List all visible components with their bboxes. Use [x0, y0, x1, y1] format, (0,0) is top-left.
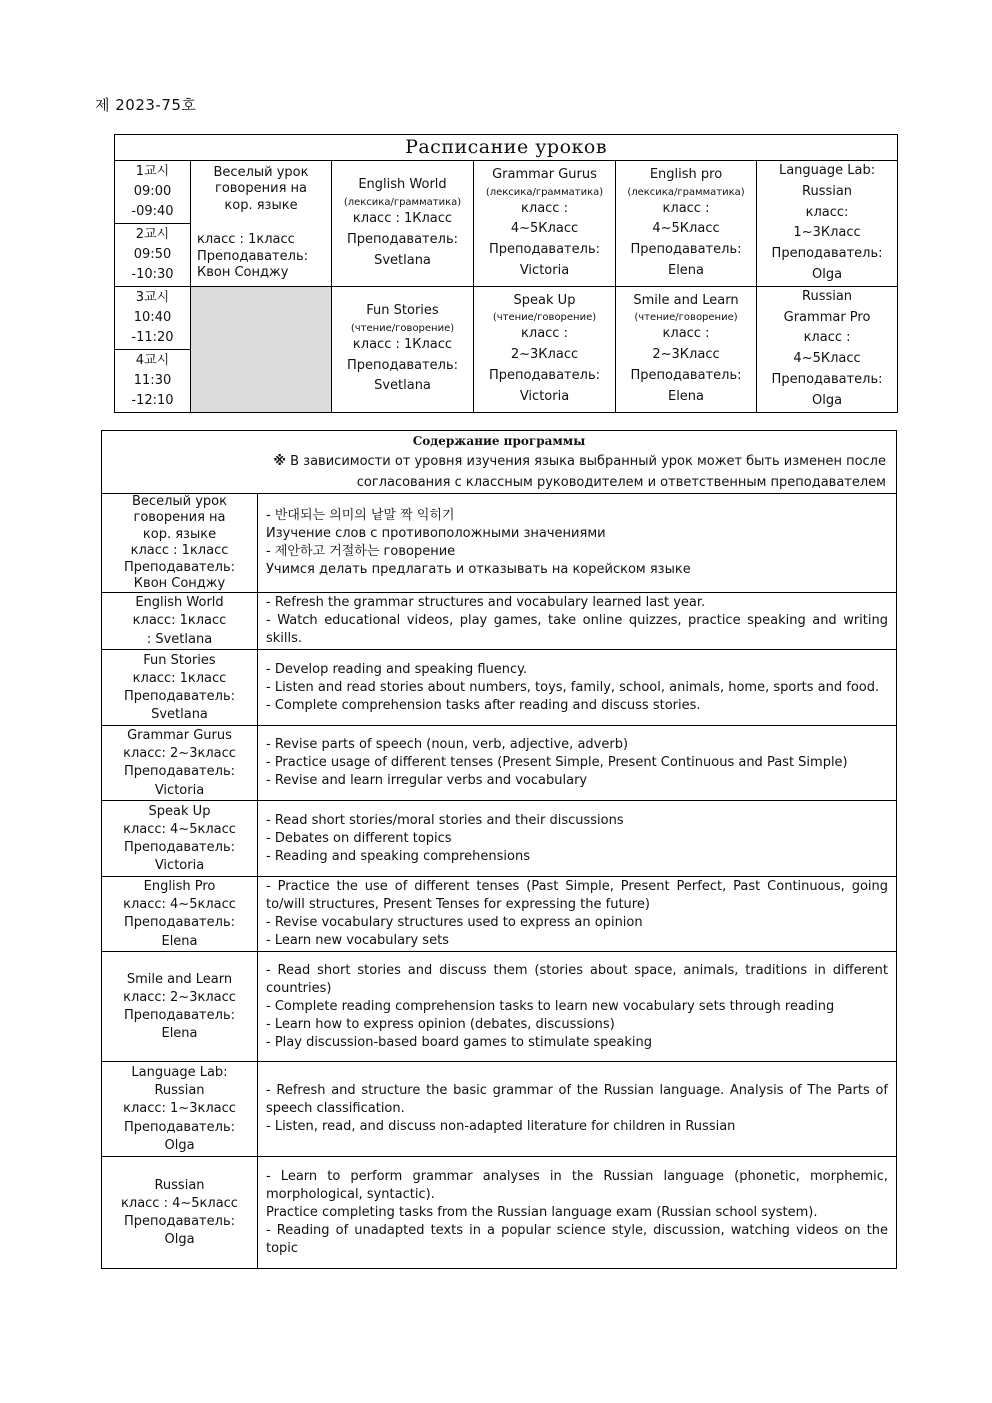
lesson-teacher: Victoria	[519, 263, 570, 279]
description-item: - Practice the use of different tenses (Past Simple, Present Perfect, Past Continuous, going to/will structures, Present Tenses for expressing the future)	[266, 879, 888, 913]
lesson-name: Language Lab:	[778, 163, 876, 178]
lesson-english-world	[332, 161, 474, 287]
program-row	[102, 801, 897, 877]
note-line-2: согласования с классным руководителем и ответственным преподавателем	[356, 475, 886, 490]
program-description	[258, 494, 897, 593]
lesson-info-line: класс: 4~5класс	[123, 897, 236, 913]
program-lesson-info	[102, 650, 258, 726]
lesson-teacher: Elena	[667, 388, 705, 404]
description-item: - Debates on different topics	[266, 830, 452, 846]
lesson-info-line: Russian	[154, 1083, 205, 1099]
description-item: - Read short stories/moral stories and their discussions	[266, 812, 624, 828]
lesson-grammar-gurus	[474, 161, 616, 287]
period-start: 09:00	[133, 183, 172, 199]
program-row	[102, 1157, 897, 1269]
description-item: - Refresh and structure the basic grammar of the Russian language. Analysis of The Parts of speech classification.	[266, 1083, 888, 1117]
program-rows	[102, 494, 897, 1269]
program-title: Содержание программы	[412, 434, 586, 448]
lesson-teacher-label: Преподаватель:	[771, 371, 883, 387]
lesson-name: Grammar Gurus	[492, 166, 597, 182]
period-label: 4교시	[135, 352, 170, 368]
lesson-class: 2~3Класс	[652, 347, 720, 363]
description-item: - 제안하고 거절하는 говорение	[266, 544, 456, 560]
program-description	[258, 1062, 897, 1157]
lesson-korean-speaking	[191, 161, 332, 287]
lesson-info-line: Speak Up	[148, 803, 211, 819]
lesson-info-line: Grammar Gurus	[127, 728, 232, 744]
program-lesson-info	[102, 952, 258, 1062]
document-number: 제 2023-75호	[95, 96, 197, 114]
lesson-smile-and-learn	[616, 286, 757, 412]
program-row	[102, 650, 897, 726]
period-label: 3교시	[135, 289, 170, 305]
lesson-info-line: класс: 2~3класс	[123, 989, 236, 1005]
lesson-class: класс : 1Класс	[352, 211, 453, 227]
lesson-info-line: Преподаватель:	[124, 839, 235, 855]
period-3	[115, 286, 191, 349]
lesson-info-line: Fun Stories	[143, 652, 216, 668]
lesson-info-line: Преподаватель:	[124, 915, 235, 931]
program-table	[101, 430, 897, 1269]
lesson-teacher: Victoria	[519, 388, 570, 404]
lesson-info-line: Преподаватель:	[124, 1007, 235, 1023]
program-lesson-info	[102, 801, 258, 877]
lesson-info-line: Преподаватель:	[124, 1213, 235, 1229]
lesson-info-line: кор. языке	[142, 526, 217, 542]
lesson-name: English pro	[649, 166, 723, 182]
program-lesson-info	[102, 1157, 258, 1269]
period-end: -10:30	[131, 266, 174, 282]
program-row	[102, 726, 897, 801]
note-line-1: В зависимости от уровня изучения языка выбранный урок может быть изменен после	[290, 454, 886, 469]
lesson-class-label: класс :	[521, 326, 568, 342]
lesson-subtype: (чтение/говорение)	[492, 312, 597, 324]
period-start: 09:50	[133, 246, 172, 262]
lesson-info-line: Victoria	[154, 858, 205, 874]
program-row	[102, 877, 897, 952]
lesson-class-label: класс :	[521, 200, 568, 216]
period-label: 2교시	[135, 226, 170, 242]
lesson-info-line: класс: 1класс	[132, 670, 227, 686]
description-item: - Complete reading comprehension tasks to learn new vocabulary sets through reading	[266, 998, 835, 1014]
lesson-teacher: Olga	[812, 266, 843, 282]
program-lesson-info	[102, 877, 258, 952]
empty-slot	[191, 286, 332, 412]
lesson-class: 1~3Класс	[793, 225, 861, 241]
lesson-class: 2~3Класс	[510, 347, 579, 363]
lesson-info-line: Преподаватель:	[124, 1119, 235, 1135]
program-description	[258, 650, 897, 726]
lesson-info-line: English Pro	[143, 879, 216, 895]
description-item: - Learn new vocabulary sets	[266, 933, 449, 949]
lesson-subtype: (чтение/говорение)	[634, 312, 738, 324]
schedule-table	[114, 134, 898, 413]
lesson-name: Веселый урок говорения на кор. языке	[213, 164, 309, 213]
lesson-speak-up	[474, 286, 616, 412]
lesson-info-line: Elena	[161, 933, 198, 949]
lesson-info-line: Olga	[164, 1137, 195, 1153]
description-item: - Revise parts of speech (noun, verb, adjective, adverb)	[266, 737, 629, 753]
lesson-name: Speak Up	[513, 292, 576, 308]
description-item: - Reading and speaking comprehensions	[266, 848, 530, 864]
lesson-name: Fun Stories	[366, 303, 439, 319]
lesson-teacher: Квон Сонджу	[197, 265, 289, 281]
lesson-info-line: класс: 2~3класс	[123, 746, 236, 762]
description-item: - Listen, read, and discuss non-adapted literature for children in Russian	[266, 1119, 736, 1135]
lesson-teacher-label: Преподаватель:	[771, 246, 883, 262]
program-row	[102, 494, 897, 593]
period-start: 10:40	[133, 309, 172, 325]
period-end: -09:40	[131, 203, 174, 219]
program-description	[258, 952, 897, 1062]
lesson-fun-stories	[332, 286, 474, 412]
description-item: - Practice usage of different tenses (Present Simple, Present Continuous and Past Simple)	[266, 755, 848, 771]
description-item: - Develop reading and speaking fluency.	[266, 661, 528, 677]
description-item: - Watch educational videos, play games, take online quizzes, practice speaking and writing skills.	[266, 613, 888, 647]
lesson-teacher-label: Преподаватель:	[347, 231, 458, 247]
program-description	[258, 801, 897, 877]
description-item: - Complete comprehension tasks after reading and discuss stories.	[266, 697, 701, 713]
lesson-english-pro	[616, 161, 757, 287]
lesson-info-line: Преподаватель:	[124, 764, 235, 780]
program-row	[102, 952, 897, 1062]
program-description	[258, 877, 897, 952]
program-header	[102, 431, 897, 494]
lesson-teacher: Elena	[667, 263, 705, 279]
lesson-teacher: Svetlana	[374, 378, 431, 394]
lesson-teacher-label: Преподаватель:	[347, 357, 458, 373]
lesson-info-line: Svetlana	[151, 707, 208, 723]
lesson-subtype: (лексика/грамматика)	[627, 186, 745, 198]
description-item: Учимся делать предлагать и отказывать на корейском языке	[266, 562, 691, 578]
lesson-class-label: класс :	[803, 330, 851, 346]
lesson-info-line: English World	[135, 595, 224, 611]
lesson-info-line: Преподаватель:	[124, 559, 235, 575]
description-item: - Listen and read stories about numbers, toys, family, school, animals, home, sports and food.	[266, 679, 880, 695]
program-lesson-info	[102, 494, 258, 593]
description-item: - Read short stories and discuss them (stories about space, animals, traditions in different countries)	[266, 962, 888, 996]
program-row	[102, 1062, 897, 1157]
lesson-russian-grammar-pro	[757, 286, 898, 412]
lesson-info-line: класс: 1класс	[132, 613, 227, 629]
lesson-info-line: Language Lab:	[131, 1064, 228, 1080]
lesson-class-label: класс :	[662, 326, 710, 342]
reference-mark-icon: ※	[273, 454, 286, 469]
program-lesson-info	[102, 726, 258, 801]
description-item: - Learn how to express opinion (debates, discussions)	[266, 1016, 615, 1032]
lesson-subtype: (чтение/говорение)	[350, 322, 455, 334]
description-item: - Revise vocabulary structures used to express an opinion	[266, 915, 643, 931]
lesson-class: 4~5Класс	[510, 221, 579, 237]
description-item: - Revise and learn irregular verbs and vocabulary	[266, 773, 588, 789]
program-description	[258, 593, 897, 650]
lesson-info-line: Olga	[164, 1232, 195, 1248]
description-item: - Play discussion-based board games to stimulate speaking	[266, 1034, 652, 1050]
lesson-info-line: класс: 4~5класс	[123, 821, 236, 837]
lesson-info-line: Smile and Learn	[126, 971, 233, 987]
program-description	[258, 1157, 897, 1269]
description-item: - Learn to perform grammar analyses in the Russian language (phonetic, morphemic, morphological, syntactic).	[266, 1168, 888, 1202]
lesson-info-line: Victoria	[154, 782, 205, 798]
lesson-teacher: Olga	[812, 392, 843, 408]
period-2	[115, 223, 191, 286]
description-item: - 반대되는 의미의 낱말 짝 익히기	[266, 508, 455, 524]
program-lesson-info	[102, 593, 258, 650]
lesson-class-label: класс :	[662, 200, 710, 216]
program-lesson-info	[102, 1062, 258, 1157]
lesson-info-line: Преподаватель:	[124, 688, 235, 704]
period-4	[115, 349, 191, 412]
period-start: 11:30	[133, 372, 172, 388]
description-item: - Reading of unadapted texts in a popular science style, discussion, watching videos on the topic	[266, 1222, 888, 1256]
lesson-info-line: Elena	[161, 1026, 198, 1042]
lesson-teacher: Svetlana	[374, 252, 431, 268]
lesson-name-2: Grammar Pro	[783, 309, 871, 325]
period-end: -12:10	[131, 392, 174, 408]
lesson-info-line: Russian	[154, 1177, 205, 1193]
description-item: - Refresh the grammar structures and vocabulary learned last year.	[266, 595, 706, 611]
description-item: Изучение слов с противоположными значениями	[266, 526, 606, 542]
lesson-info-line: класс: 1~3класс	[123, 1101, 236, 1117]
schedule-title: Расписание уроков	[115, 135, 898, 161]
lesson-teacher-label: Преподаватель:	[630, 242, 742, 258]
lesson-info-line: говорения на	[133, 510, 226, 526]
period-end: -11:20	[131, 329, 174, 345]
lesson-info-line: класс : 4~5класс	[121, 1195, 238, 1211]
lesson-class: 4~5Класс	[793, 351, 861, 367]
lesson-teacher-label: Преподаватель:	[489, 368, 600, 384]
lesson-language-lab-russian	[757, 161, 898, 287]
lesson-class: 4~5Класс	[652, 221, 720, 237]
program-description	[258, 726, 897, 801]
lesson-class: класс : 1Класс	[352, 336, 453, 352]
lesson-name: Smile and Learn	[633, 292, 739, 308]
period-1	[115, 161, 191, 224]
lesson-subtype: (лексика/грамматика)	[343, 197, 462, 209]
lesson-info-line: Квон Сонджу	[133, 576, 226, 592]
lesson-teacher-label: Преподаватель:	[489, 242, 600, 258]
period-label: 1교시	[135, 163, 170, 179]
lesson-info-line: Веселый урок	[132, 494, 227, 509]
lesson-class: класс : 1класс	[197, 232, 295, 248]
lesson-name: Russian	[802, 288, 853, 304]
program-note	[102, 451, 896, 472]
lesson-info-line: класс : 1класс	[130, 543, 229, 559]
description-item: Practice completing tasks from the Russian language exam (Russian school system).	[266, 1204, 818, 1220]
lesson-teacher-label: Преподаватель:	[197, 248, 308, 264]
lesson-subtype: (лексика/грамматика)	[485, 186, 604, 198]
lesson-teacher-label: Преподаватель:	[630, 368, 742, 384]
lesson-info-line: : Svetlana	[146, 631, 213, 647]
program-row	[102, 593, 897, 650]
lesson-name-2: Russian	[802, 183, 853, 199]
lesson-class-label: класс:	[805, 204, 849, 220]
lesson-name: English World	[358, 177, 447, 193]
